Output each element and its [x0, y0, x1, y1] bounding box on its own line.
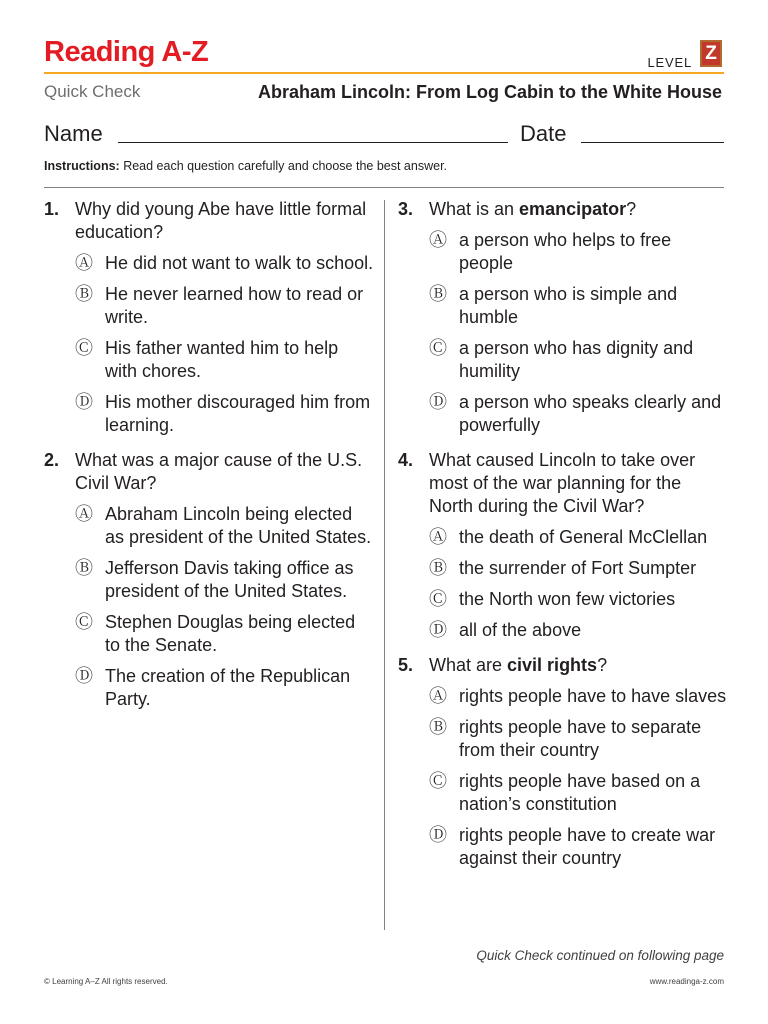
question-stem	[44, 449, 374, 495]
answer-text: a person who has dignity and humility	[459, 338, 694, 381]
document-title: Abraham Lincoln: From Log Cabin to the White House	[258, 82, 722, 102]
answer-choice[interactable]	[75, 557, 374, 603]
question-number: 1.	[44, 199, 60, 219]
question-text	[429, 198, 728, 221]
website-url: www.readinga-z.com	[649, 977, 724, 986]
answer-choice[interactable]	[429, 229, 728, 275]
instructions-text: Read each question carefully and choose the best answer.	[123, 159, 448, 173]
answer-choice[interactable]	[75, 337, 374, 383]
question-keyword: civil rights	[507, 655, 598, 675]
question-5	[398, 654, 728, 870]
answer-choice[interactable]	[429, 526, 728, 549]
answer-text: all of the above	[459, 620, 582, 640]
question-text-pre: What are	[429, 655, 508, 675]
answer-text: the death of General McClellan	[459, 527, 708, 547]
answer-bubble-icon[interactable]: Ⓒ	[75, 612, 93, 632]
continued-note: Quick Check continued on following page	[476, 948, 724, 963]
answer-text: rights people have based on a nation’s constitution	[459, 771, 701, 814]
copyright: © Learning A–Z All rights reserved.	[44, 977, 168, 986]
answer-choice[interactable]	[429, 391, 728, 437]
question-number: 5.	[398, 655, 414, 675]
question-number: 4.	[398, 450, 414, 470]
question-stem	[44, 198, 374, 244]
instructions-label: Instructions:	[44, 159, 120, 173]
question-number: 3.	[398, 199, 414, 219]
instructions	[44, 159, 447, 173]
answer-text: His father wanted him to help with chores.	[105, 338, 339, 381]
answer-bubble-icon[interactable]: Ⓒ	[429, 589, 447, 609]
level-label: LEVEL	[647, 55, 692, 70]
divider-rule	[44, 187, 724, 188]
question-text-pre: What is an	[429, 199, 520, 219]
question-2	[44, 449, 374, 711]
answer-bubble-icon[interactable]: Ⓓ	[429, 392, 447, 412]
answer-bubble-icon[interactable]: Ⓑ	[429, 717, 447, 737]
date-line[interactable]	[581, 142, 724, 143]
left-column	[44, 198, 374, 723]
question-text	[429, 449, 728, 518]
answer-bubble-icon[interactable]: Ⓑ	[429, 284, 447, 304]
answer-choice[interactable]	[429, 770, 728, 816]
answer-bubble-icon[interactable]: Ⓒ	[75, 338, 93, 358]
answer-text: the surrender of Fort Sumpter	[459, 558, 697, 578]
answer-text: a person who speaks clearly and powerfully	[459, 392, 722, 435]
answer-bubble-icon[interactable]: Ⓓ	[75, 666, 93, 686]
question-text-pre: What caused Lincoln to take over most of the war planning for the North during the Civil War?	[429, 450, 696, 516]
answer-choice[interactable]	[429, 557, 728, 580]
question-keyword: emancipator	[519, 199, 627, 219]
question-text	[75, 449, 374, 495]
answer-bubble-icon[interactable]: Ⓑ	[75, 558, 93, 578]
answer-bubble-icon[interactable]: Ⓓ	[75, 392, 93, 412]
answer-choice[interactable]	[75, 252, 374, 275]
question-text	[75, 198, 374, 244]
answer-choice[interactable]	[75, 665, 374, 711]
answer-text: rights people have to have slaves	[459, 686, 727, 706]
answer-choice[interactable]	[75, 391, 374, 437]
answer-bubble-icon[interactable]: Ⓓ	[429, 620, 447, 640]
answer-bubble-icon[interactable]: Ⓓ	[429, 825, 447, 845]
answer-text: He never learned how to read or write.	[105, 284, 364, 327]
question-1	[44, 198, 374, 437]
question-3	[398, 198, 728, 437]
answer-bubble-icon[interactable]: Ⓐ	[429, 230, 447, 250]
question-text	[429, 654, 728, 677]
column-divider	[384, 200, 385, 930]
answer-text: His mother discouraged him from learning.	[105, 392, 371, 435]
question-text-post: ?	[597, 655, 608, 675]
answer-text: rights people have to separate from their country	[459, 717, 702, 760]
answer-bubble-icon[interactable]: Ⓒ	[429, 338, 447, 358]
question-stem	[398, 198, 728, 221]
answer-text: a person who is simple and humble	[459, 284, 678, 327]
answer-choice[interactable]	[75, 503, 374, 549]
answer-choice[interactable]	[429, 716, 728, 762]
answer-choice[interactable]	[429, 337, 728, 383]
question-number: 2.	[44, 450, 60, 470]
answer-bubble-icon[interactable]: Ⓒ	[429, 771, 447, 791]
section-label: Quick Check	[44, 82, 141, 101]
answer-choice[interactable]	[429, 824, 728, 870]
date-label: Date	[520, 121, 567, 146]
answer-bubble-icon[interactable]: Ⓑ	[75, 284, 93, 304]
answer-choice[interactable]	[429, 588, 728, 611]
question-stem	[398, 654, 728, 677]
answer-bubble-icon[interactable]: Ⓐ	[75, 504, 93, 524]
question-text-pre: Why did young Abe have little formal education?	[75, 199, 367, 242]
answer-bubble-icon[interactable]: Ⓐ	[429, 686, 447, 706]
question-4	[398, 449, 728, 642]
level-badge: Z	[700, 40, 722, 67]
answer-choice[interactable]	[75, 283, 374, 329]
answer-choice[interactable]	[75, 611, 374, 657]
question-text-pre: What was a major cause of the U.S. Civil War?	[75, 450, 363, 493]
name-line[interactable]	[118, 142, 508, 143]
answer-bubble-icon[interactable]: Ⓐ	[429, 527, 447, 547]
answer-text: He did not want to walk to school.	[105, 253, 374, 273]
answer-choice[interactable]	[429, 685, 728, 708]
answer-bubble-icon[interactable]: Ⓑ	[429, 558, 447, 578]
answer-bubble-icon[interactable]: Ⓐ	[75, 253, 93, 273]
answer-text: rights people have to create war against their country	[459, 825, 716, 868]
question-stem	[398, 449, 728, 518]
answer-choice[interactable]	[429, 619, 728, 642]
answer-text: The creation of the Republican Party.	[105, 666, 351, 709]
question-text-post: ?	[626, 199, 637, 219]
name-label: Name	[44, 121, 103, 146]
answer-choice[interactable]	[429, 283, 728, 329]
answer-text: Abraham Lincoln being elected as president of the United States.	[105, 504, 372, 547]
logo: Reading A-Z	[44, 36, 209, 68]
answer-text: the North won few victories	[459, 589, 676, 609]
right-column	[398, 198, 728, 882]
answer-text: Stephen Douglas being elected to the Senate.	[105, 612, 356, 655]
answer-text: Jefferson Davis taking office as president of the United States.	[105, 558, 354, 601]
answer-text: a person who helps to free people	[459, 230, 672, 273]
header-rule	[44, 72, 724, 74]
